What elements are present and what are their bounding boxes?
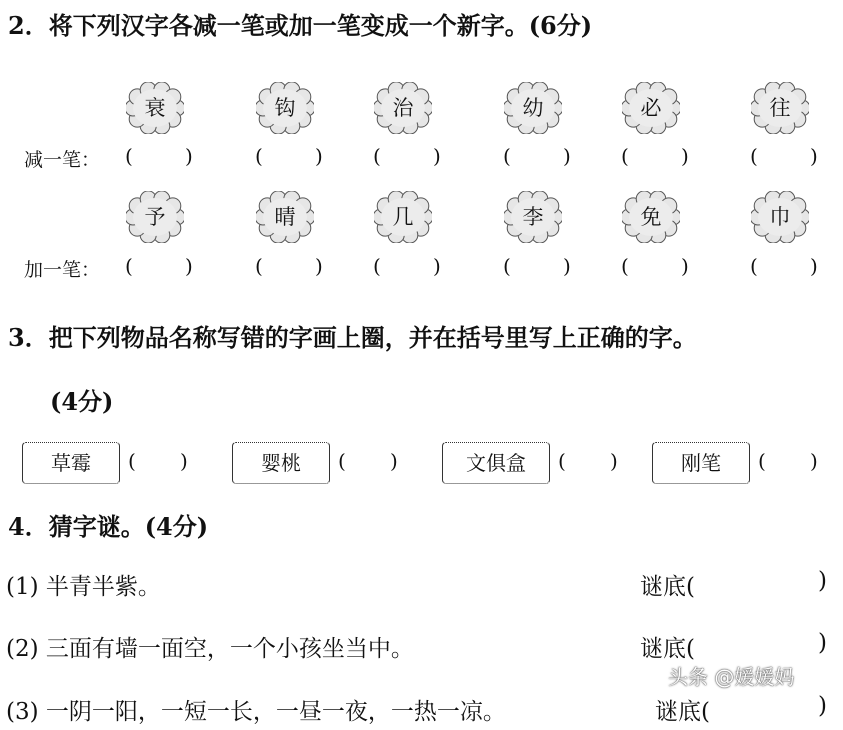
open-bracket: (	[128, 449, 136, 473]
open-bracket: (	[338, 449, 346, 473]
open-bracket: (	[750, 254, 758, 278]
flower-char-box	[256, 191, 314, 243]
item-name-box: 婴桃	[232, 442, 330, 484]
q3-title: 3．把下列物品名称写错的字画上圈，并在括号里写上正确的字。	[8, 323, 697, 352]
flower-char-box	[374, 82, 432, 134]
watermark: 头条 @媛媛妈	[668, 665, 795, 689]
flower-char: 钩	[274, 96, 296, 120]
open-bracket: (	[558, 449, 566, 473]
close-bracket: )	[185, 254, 193, 278]
riddle-text: (2) 三面有墙一面空，一个小孩坐当中。	[6, 636, 414, 662]
item-name-box: 刚笔	[652, 442, 750, 484]
close-bracket: )	[315, 254, 323, 278]
flower-char: 治	[392, 96, 414, 120]
close-bracket: )	[433, 254, 441, 278]
close-bracket: )	[810, 449, 818, 473]
open-bracket: (	[621, 144, 629, 168]
answer-label: 谜底(	[640, 574, 695, 600]
close-bracket: )	[681, 144, 689, 168]
open-bracket: (	[255, 144, 263, 168]
close-bracket: )	[563, 144, 571, 168]
close-bracket: )	[390, 449, 398, 473]
open-bracket: (	[125, 144, 133, 168]
close-bracket: )	[810, 144, 818, 168]
open-bracket: (	[373, 254, 381, 278]
flower-char-box	[751, 191, 809, 243]
minus-label: 减一笔：	[24, 149, 101, 171]
flower-char: 必	[640, 96, 662, 120]
flower-char: 李	[522, 205, 544, 229]
answer-label: 谜底(	[655, 699, 710, 725]
q3-score: (4分)	[50, 387, 114, 416]
close-bracket: )	[610, 449, 618, 473]
flower-char-box	[126, 82, 184, 134]
item-name-box: 文俱盒	[442, 442, 550, 484]
flower-char-box	[622, 82, 680, 134]
answer-label: 谜底(	[640, 636, 695, 662]
open-bracket: (	[125, 254, 133, 278]
flower-char: 往	[769, 96, 791, 120]
flower-char: 幼	[522, 96, 544, 120]
open-bracket: (	[750, 144, 758, 168]
open-bracket: (	[621, 254, 629, 278]
close-bracket: )	[818, 568, 827, 594]
item-name-box: 草霉	[22, 442, 120, 484]
plus-label: 加一笔：	[24, 259, 101, 281]
close-bracket: )	[818, 630, 827, 656]
open-bracket: (	[373, 144, 381, 168]
riddle-text: (1) 半青半紫。	[6, 574, 161, 600]
open-bracket: (	[758, 449, 766, 473]
open-bracket: (	[503, 144, 511, 168]
flower-char: 晴	[274, 205, 296, 229]
flower-char: 巾	[769, 205, 791, 229]
close-bracket: )	[433, 144, 441, 168]
close-bracket: )	[563, 254, 571, 278]
close-bracket: )	[315, 144, 323, 168]
riddle-text: (3) 一阴一阳，一短一长，一昼一夜，一热一凉。	[6, 699, 506, 725]
flower-char-box	[622, 191, 680, 243]
flower-char-box	[256, 82, 314, 134]
flower-char-box	[374, 191, 432, 243]
q4-title: 4．猜字谜。(4分)	[8, 512, 209, 541]
flower-char: 几	[392, 205, 414, 229]
flower-char: 衰	[144, 96, 166, 120]
close-bracket: )	[810, 254, 818, 278]
flower-char: 免	[640, 205, 662, 229]
close-bracket: )	[681, 254, 689, 278]
close-bracket: )	[818, 693, 827, 719]
q2-title: 2．将下列汉字各减一笔或加一笔变成一个新字。(6分)	[8, 11, 593, 40]
flower-char-box	[504, 191, 562, 243]
open-bracket: (	[255, 254, 263, 278]
flower-char: 予	[144, 205, 166, 229]
close-bracket: )	[185, 144, 193, 168]
flower-char-box	[751, 82, 809, 134]
flower-char-box	[504, 82, 562, 134]
open-bracket: (	[503, 254, 511, 278]
close-bracket: )	[180, 449, 188, 473]
flower-char-box	[126, 191, 184, 243]
